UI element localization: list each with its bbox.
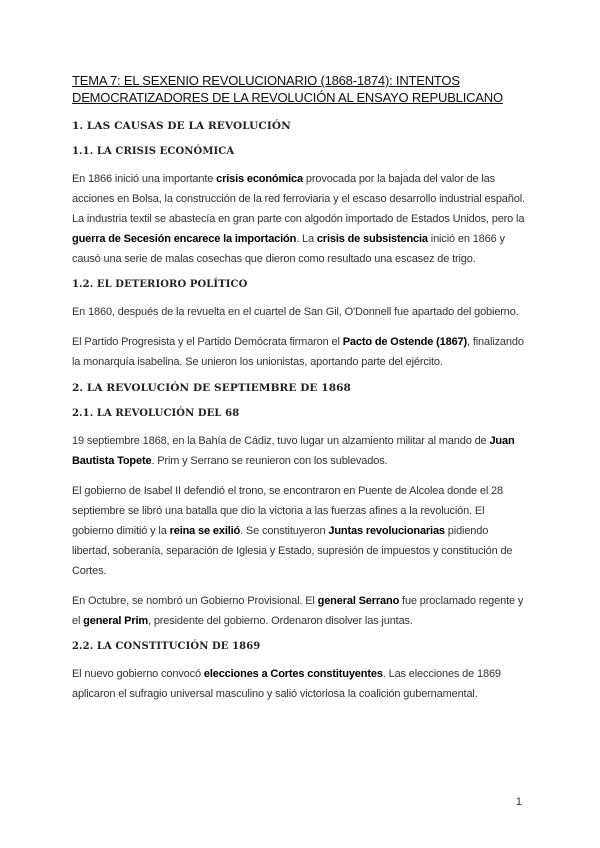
page-number: 1	[515, 796, 522, 808]
text-run: El gobierno de Isabel II defendió el trono, se encontraron en Puente de Alcolea donde el 28 septiembre se libró una batalla que dio la victoria a las fuerzas afines a la revolución. El gobierno dimitió y la	[72, 485, 503, 537]
subsection-heading-1-2: 1.2. EL DETERIORO POLÍTICO	[72, 279, 248, 290]
text-run: , presidente del gobierno. Ordenaron disolver las juntas.	[148, 615, 413, 627]
key-term: general Serrano	[317, 595, 400, 607]
key-term: crisis económica	[216, 173, 303, 185]
paragraph	[72, 481, 528, 581]
text-run: . Prim y Serrano se reunieron con los sublevados.	[151, 455, 388, 467]
key-term: Juntas revolucionarias	[328, 525, 445, 537]
text-run: . Las elecciones de 1869 aplicaron el sufragio universal masculino y salió victoriosa la coalición gubernamental.	[72, 668, 501, 700]
key-term: general Prim	[83, 615, 149, 627]
key-term: Pacto de Ostende (1867)	[342, 336, 468, 348]
document-title: TEMA 7: EL SEXENIO REVOLUCIONARIO (1868-1874): INTENTOS DEMOCRATIZADORES DE LA REVOLUCIÓN AL ENSAYO REPUBLICANO	[72, 73, 503, 105]
paragraph	[72, 332, 528, 372]
text-run: El nuevo gobierno convocó	[72, 668, 204, 680]
subsection-heading-1-1: 1.1. LA CRISIS ECONÓMICA	[72, 146, 235, 157]
text-run: . Se constituyeron	[240, 525, 329, 537]
text-run: , finalizando la monarquía isabelina. Se unieron los unionistas, aportando parte del ejército.	[72, 336, 524, 368]
key-term: Juan Bautista Topete	[72, 435, 515, 467]
paragraph	[72, 664, 528, 704]
subsection-heading-2-1: 2.1. LA REVOLUCIÓN DEL 68	[72, 408, 240, 419]
paragraph	[72, 431, 528, 471]
text-run: En Octubre, se nombró un Gobierno Provisional. El	[72, 595, 318, 607]
section-heading-1: 1. LAS CAUSAS DE LA REVOLUCIÓN	[72, 120, 291, 132]
text-run: . La	[296, 233, 317, 245]
text-run: provocada por la bajada del valor de las acciones en Bolsa, la construcción de la red ferroviaria y el escaso desarrollo industrial español. La industria textil se abastecía en gran parte con algodón importado de Estados Unidos, pero la	[72, 173, 525, 225]
paragraph	[72, 591, 528, 631]
text-run: inició en 1866 y causó una serie de malas cosechas que dieron como resultado una escasez de trigo.	[72, 233, 505, 265]
section-heading-2: 2. LA REVOLUCIÓN DE SEPTIEMBRE DE 1868	[72, 382, 351, 394]
paragraph	[72, 169, 528, 269]
text-run: pidiendo libertad, soberanía, separación de Iglesia y Estado, supresión de impuestos y constitución de Cortes.	[72, 525, 513, 577]
text-run: En 1866 inició una importante	[72, 173, 217, 185]
text-run: El Partido Progresista y el Partido Demócrata firmaron el	[72, 336, 343, 348]
key-term: elecciones a Cortes constituyentes	[203, 668, 383, 680]
key-term: crisis de subsistencia	[316, 233, 428, 245]
text-run: 19 septiembre 1868, en la Bahía de Cádiz, tuvo lugar un alzamiento militar al mando de	[72, 435, 490, 447]
key-term: reina se exilió	[169, 525, 241, 537]
key-term: guerra de Secesión encarece la importación	[72, 233, 297, 245]
document-page	[72, 72, 528, 714]
paragraph: En 1860, después de la revuelta en el cuartel de San Gil, O'Donnell fue apartado del gobierno.	[72, 306, 519, 318]
subsection-heading-2-2: 2.2. LA CONSTITUCIÓN DE 1869	[72, 641, 261, 652]
text-run: fue proclamado regente y el	[72, 595, 524, 627]
